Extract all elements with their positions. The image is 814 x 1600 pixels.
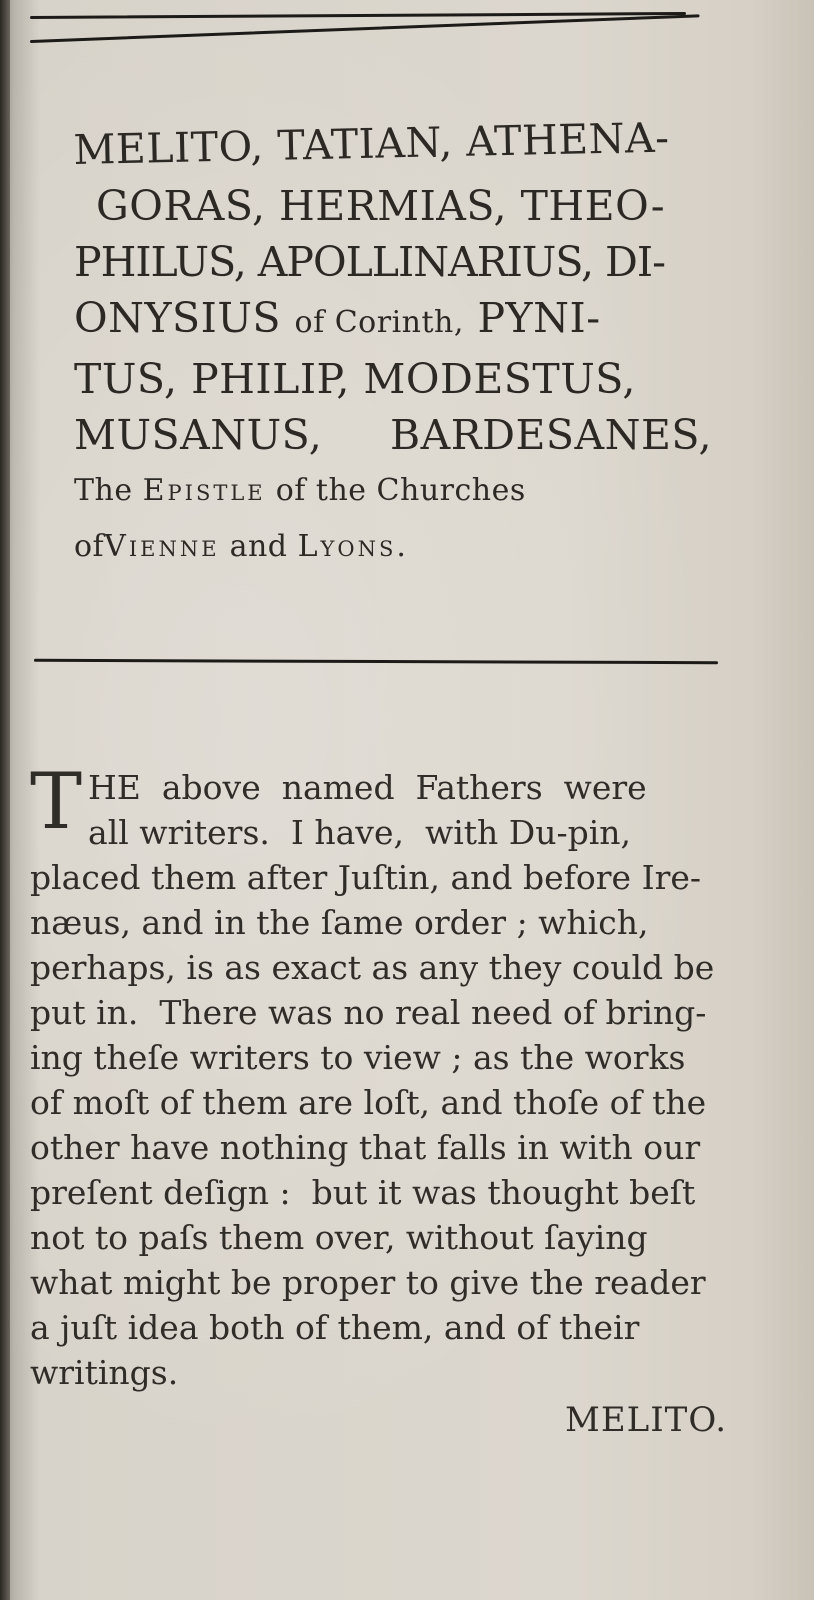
heading-onysius: ONYSIUS [74, 294, 281, 342]
body-line-1: HE above named Fathers were [88, 768, 647, 807]
body-line-9: other have nothing that falls in with our [30, 1128, 701, 1167]
body-line-10: preſent deſign : but it was thought beſt [30, 1173, 696, 1212]
drop-cap: T [30, 757, 83, 847]
heading-line-1: MELITO, TATIAN, ATHENA- [72, 113, 670, 175]
body-line-7: ing theſe writers to view ; as the works [30, 1038, 686, 1077]
binding-edge [0, 0, 10, 1600]
chapter-heading [72, 113, 764, 575]
heading-the: The [74, 473, 133, 508]
body-line-6: put in. There was no real need of bring- [30, 993, 707, 1032]
heading-line-5: TUS, PHILIP, MODESTUS, [74, 355, 636, 403]
heading-of-the-churches: of the Churches [275, 473, 526, 508]
top-rule-lower [30, 14, 700, 43]
heading-of: of [74, 529, 105, 564]
body-line-11: not to paſs them over, without ſaying [30, 1218, 648, 1257]
body-line-13: a juſt idea both of them, and of their [30, 1308, 640, 1347]
heading-lyons: Lyons. [297, 529, 409, 564]
heading-of-corinth: of Corinth, [294, 305, 464, 340]
body-line-4: næus, and in the ſame order ; which, [30, 903, 649, 942]
body-text [30, 757, 760, 1395]
body-line-14: writings. [30, 1353, 179, 1392]
heading-line-7 [74, 463, 764, 519]
heading-pyni: PYNI- [477, 294, 601, 342]
body-line-5: perhaps, is as exact as any they could be [30, 948, 715, 987]
body-line-2: all writers. I have, with Du-pin, [88, 813, 632, 852]
body-line-12: what might be proper to give the reader [30, 1263, 706, 1302]
heading-line-2: GORAS, HERMIAS, THEO- [96, 182, 666, 230]
catchword: MELITO. [565, 1400, 728, 1440]
heading-vienne: Vienne [104, 529, 220, 564]
body-line-3: placed them after Juſtin, and before Ire- [30, 858, 702, 897]
section-rule [34, 659, 718, 664]
heading-and: and [229, 529, 288, 564]
heading-line-6: MUSANUS, BARDESANES, [74, 411, 713, 459]
heading-line-3: PHILUS, APOLLINARIUS, DI- [74, 238, 665, 286]
heading-line-8 [74, 519, 764, 575]
heading-line-4 [74, 290, 764, 351]
heading-epistle: Epistle [142, 473, 266, 508]
body-line-8: of moſt of them are loſt, and thoſe of the [30, 1083, 707, 1122]
